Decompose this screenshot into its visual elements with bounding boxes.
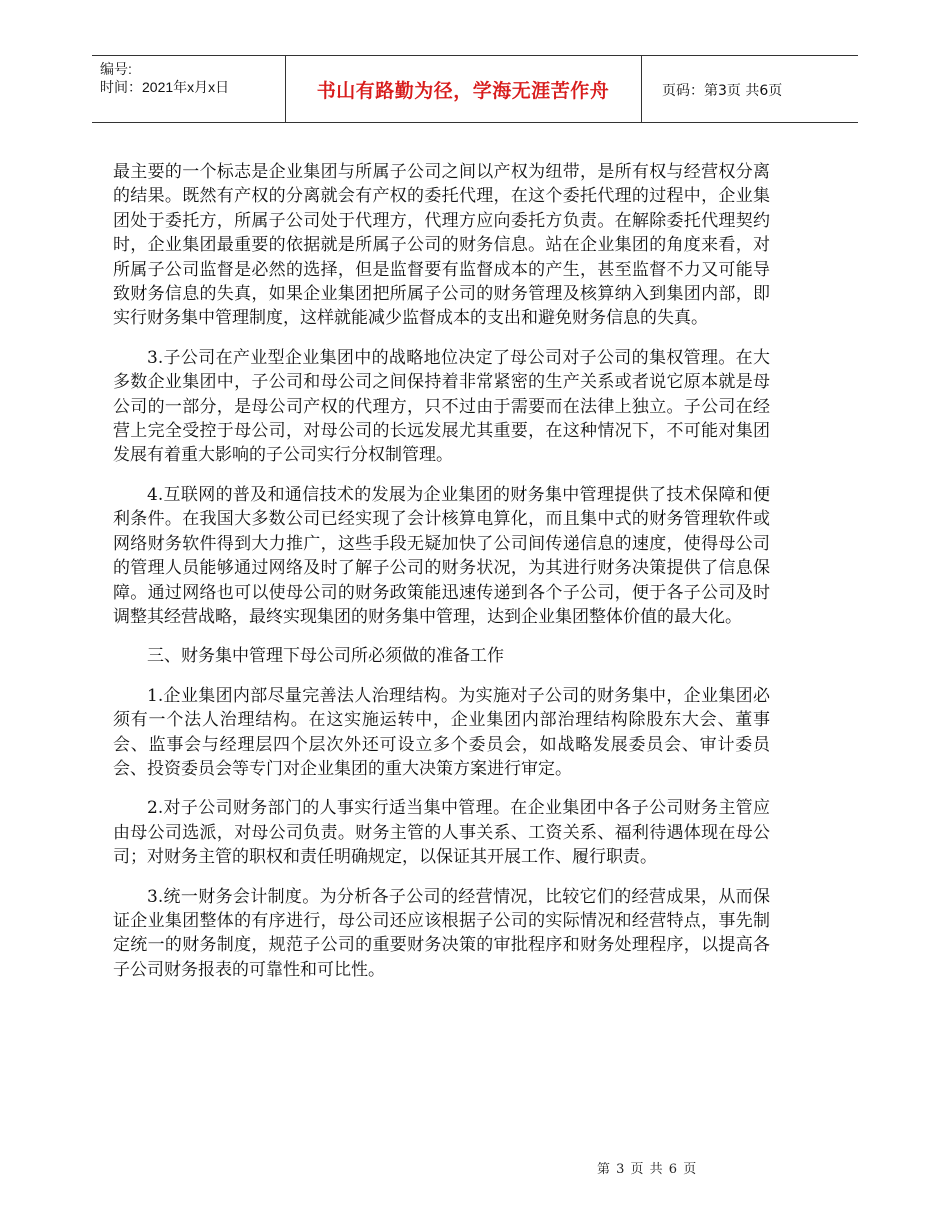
document-time-label: 时间：2021年x月x日 [100,79,230,95]
body-paragraph: 3.子公司在产业型企业集团中的战略地位决定了母公司对子公司的集权管理。在大多数企业集团中，子公司和母公司之间保持着非常紧密的生产关系或者说它原本就是母公司的一部分，是母公司产权的代理方，只不过由于需要而在法律上独立。子公司在经营上完全受控于母公司，对母公司的长远发展尤其重要，在这种情况下，不可能对集团发展有着重大影响的子公司实行分权制管理。 [113,347,770,466]
section-heading: 三、财务集中管理下母公司所必须做的准备工作 [147,646,504,667]
page-footer: 第 3 页 共 6 页 [597,1162,698,1177]
header-divider-right [641,56,642,122]
document-number-label: 编号: [100,61,132,77]
body-paragraph: 4.互联网的普及和通信技术的发展为企业集团的财务集中管理提供了技术保障和便利条件。在我国大多数公司已经实现了会计核算电算化，而且集中式的财务管理软件或网络财务软件得到大力推广，这些手段无疑加快了公司间传递信息的速度，使得母公司的管理人员能够通过网络及时了解子公司的财务状况，为其进行财务决策提供了信息保障。通过网络也可以使母公司的财务政策能迅速传递到各个子公司，便于各子公司及时调整其经营战略，最终实现集团的财务集中管理，达到企业集团整体价值的最大化。 [113,484,770,627]
page-header [92,55,858,123]
body-paragraph: 1.企业集团内部尽量完善法人治理结构。为实施对子公司的财务集中，企业集团必须有一个法人治理结构。在这实施运转中，企业集团内部治理结构除股东大会、董事会、监事会与经理层四个层次外还可设立多个委员会，如战略发展委员会、审计委员会、投资委员会等专门对企业集团的重大决策方案进行审定。 [113,685,770,779]
header-motto: 书山有路勤为径，学海无涯苦作舟 [316,80,610,102]
document-body [113,160,770,997]
header-meta [100,60,229,96]
header-page-info: 页码：第3页 共6页 [662,83,783,99]
body-paragraph: 2.对子公司财务部门的人事实行适当集中管理。在企业集团中各子公司财务主管应由母公司选派，对母公司负责。财务主管的人事关系、工资关系、福利待遇体现在母公司；对财务主管的职权和责任明确规定，以保证其开展工作、履行职责。 [113,798,770,868]
body-paragraph: 最主要的一个标志是企业集团与所属子公司之间以产权为纽带，是所有权与经营权分离的结果。既然有产权的分离就会有产权的委托代理，在这个委托代理的过程中，企业集团处于委托方，所属子公司处于代理方，代理方应向委托方负责。在解除委托代理契约时，企业集团最重要的依据就是所属子公司的财务信息。站在企业集团的角度来看，对所属子公司监督是必然的选择，但是监督要有监督成本的产生，甚至监督不力又可能导致财务信息的失真，如果企业集团把所属子公司的财务管理及核算纳入到集团内部，即实行财务集中管理制度，这样就能减少监督成本的支出和避免财务信息的失真。 [113,162,770,329]
body-paragraph: 3.统一财务会计制度。为分析各子公司的经营情况，比较它们的经营成果，从而保证企业集团整体的有序进行，母公司还应该根据子公司的实际情况和经营特点，事先制定统一的财务制度，规范子公司的重要财务决策的审批程序和财务处理程序，以提高各子公司财务报表的可靠性和可比性。 [113,886,770,980]
